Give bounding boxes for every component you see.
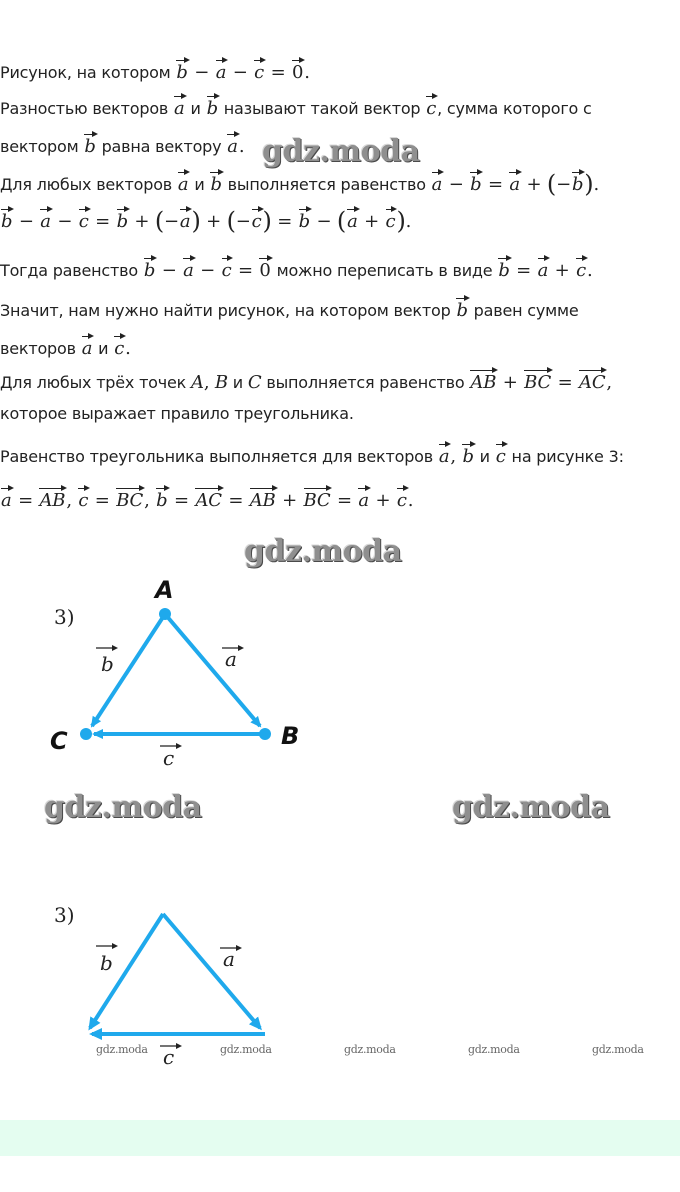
watermark-small: gdz.moda — [592, 1043, 644, 1056]
text: которое выражает правило треугольника. — [0, 404, 354, 423]
vector-a: a — [227, 130, 238, 157]
text-line-3: вектором b равна вектору a. — [0, 130, 244, 157]
label-a-group — [220, 945, 242, 971]
watermark: gdz.moda — [262, 134, 420, 169]
figure-number: 3) — [54, 903, 75, 927]
watermark-small: gdz.moda — [220, 1043, 272, 1056]
vector-bc: BC — [116, 484, 143, 511]
vector-b: b — [462, 440, 473, 467]
vector-b: b — [156, 484, 167, 511]
vector-b: b — [498, 254, 509, 281]
vector-ab: AB — [39, 484, 65, 511]
vector-c: c — [79, 205, 89, 232]
watermark: gdz.moda — [44, 790, 202, 825]
text-line-9: Для любых трёх точек A, B и C выполняется равенство AB + BC = AC, — [0, 366, 612, 393]
text: равна вектору — [96, 137, 227, 156]
label-a: a — [225, 647, 237, 671]
text-line-6: Тогда равенство b − a − c = 0 можно переписать в виде b = a + c. — [0, 254, 593, 281]
text-line-1: Рисунок, на котором b − a − c = 0. — [0, 56, 310, 83]
vector-b: b — [456, 294, 467, 321]
text: и — [227, 373, 248, 392]
vector-b: b — [84, 130, 95, 157]
text: Разностью векторов — [0, 99, 174, 118]
text: Для любых трёх точек — [0, 373, 192, 392]
vector-bc: BC — [304, 484, 331, 511]
vector-c: c — [114, 332, 124, 359]
vertex-b-dot — [259, 728, 271, 740]
label-c-group — [160, 1043, 182, 1069]
footer-bar — [0, 1120, 680, 1156]
vector-a: a — [347, 205, 358, 232]
vector-a: a — [1, 484, 12, 511]
point-b: B — [214, 372, 228, 393]
point-c: C — [247, 372, 262, 393]
watermark-small: gdz.moda — [96, 1043, 148, 1056]
label-b: b — [100, 951, 113, 975]
label-b: b — [101, 652, 114, 676]
text: можно переписать в виде — [271, 261, 498, 280]
watermark-small: gdz.moda — [344, 1043, 396, 1056]
label-c: c — [163, 1045, 175, 1069]
vector-zero: 0 — [259, 254, 270, 281]
vector-a: a — [183, 254, 194, 281]
text: , сумма которого с — [437, 99, 592, 118]
text: равен сумме — [468, 301, 579, 320]
vector-a: a — [538, 254, 549, 281]
vector-b: b — [207, 92, 218, 119]
text: Значит, нам нужно найти рисунок, на котором вектор — [0, 301, 456, 320]
vector-b: b — [299, 205, 310, 232]
text-line-2 — [0, 92, 592, 119]
vector-c: c — [576, 254, 586, 281]
vector-c: c — [222, 254, 232, 281]
watermark: gdz.moda — [452, 790, 610, 825]
vector-bc: BC — [524, 366, 551, 393]
watermark-small: gdz.moda — [468, 1043, 520, 1056]
text-line-7 — [0, 294, 579, 321]
text: выполняется равенство — [261, 373, 470, 392]
text-line-11: Равенство треугольника выполняется для векторов a, b и c на рисунке 3: — [0, 440, 624, 467]
text: и — [93, 339, 114, 358]
text: Равенство треугольника выполняется для векторов — [0, 447, 438, 466]
label-a: a — [223, 947, 235, 971]
text: Рисунок, на котором — [0, 63, 176, 82]
vector-ab: AB — [470, 366, 496, 393]
vector-a: a — [509, 168, 520, 195]
vector-ab: AB — [250, 484, 276, 511]
text: выполняется равенство — [222, 175, 431, 194]
vertex-a-dot — [159, 608, 171, 620]
vector-a: a — [216, 56, 227, 83]
vertex-a-label: A — [155, 576, 174, 604]
vector-a: a — [180, 205, 191, 232]
vector-c: c — [252, 205, 262, 232]
vector-ac: AC — [195, 484, 221, 511]
text-line-10 — [0, 404, 354, 423]
vertex-c-label: C — [50, 727, 68, 755]
text-line-8: векторов a и c. — [0, 332, 131, 359]
vector-b: b — [572, 168, 583, 195]
point-a: A — [191, 372, 204, 393]
text-line-12: a = AB, c = BC, b = AC = AB + BC = a + c. — [0, 484, 413, 511]
label-a-group — [222, 645, 244, 671]
vector-b: b — [144, 254, 155, 281]
text: на рисунке 3: — [506, 447, 624, 466]
vector-a: a — [439, 440, 450, 467]
text: и — [185, 99, 206, 118]
vector-b: b — [1, 205, 12, 232]
label-c: c — [163, 746, 175, 770]
text-line-5: b − a − c = b + (−a) + (−c) = b − (a + c). — [1, 207, 412, 235]
vector-c: c — [426, 92, 436, 119]
text: называют такой вектор — [218, 99, 426, 118]
vector-b: b — [210, 168, 221, 195]
vector-c: c — [386, 205, 396, 232]
triangle-figure-1 — [0, 560, 680, 820]
vector-c: c — [254, 56, 264, 83]
vector-zero: 0 — [292, 56, 303, 83]
text: векторов — [0, 339, 81, 358]
vector-c: c — [78, 484, 88, 511]
vector-a: a — [40, 205, 51, 232]
figure-number: 3) — [54, 605, 75, 629]
text: Для любых векторов — [0, 175, 177, 194]
vector-ac: AC — [579, 366, 605, 393]
vector-a: a — [174, 92, 185, 119]
vector-b: b — [176, 56, 187, 83]
vertex-b-label: B — [281, 722, 300, 750]
text: и — [189, 175, 210, 194]
vector-a-arrow — [163, 914, 260, 1028]
vector-a-arrow — [165, 614, 260, 726]
text: Тогда равенство — [0, 261, 143, 280]
vector-a: a — [82, 332, 93, 359]
vector-a: a — [432, 168, 443, 195]
text: и — [474, 447, 495, 466]
vector-a: a — [358, 484, 369, 511]
vector-b: b — [117, 205, 128, 232]
watermark: gdz.moda — [244, 534, 402, 569]
vector-c: c — [397, 484, 407, 511]
label-b-group — [96, 645, 118, 676]
vertex-c-dot — [80, 728, 92, 740]
label-b-group — [96, 943, 118, 975]
vector-c: c — [496, 440, 506, 467]
vector-b: b — [470, 168, 481, 195]
text: вектором — [0, 137, 84, 156]
vector-a: a — [178, 168, 189, 195]
text-line-4: Для любых векторов a и b выполняется равенство a − b = a + (−b). — [0, 170, 599, 198]
label-c-group — [160, 743, 182, 770]
